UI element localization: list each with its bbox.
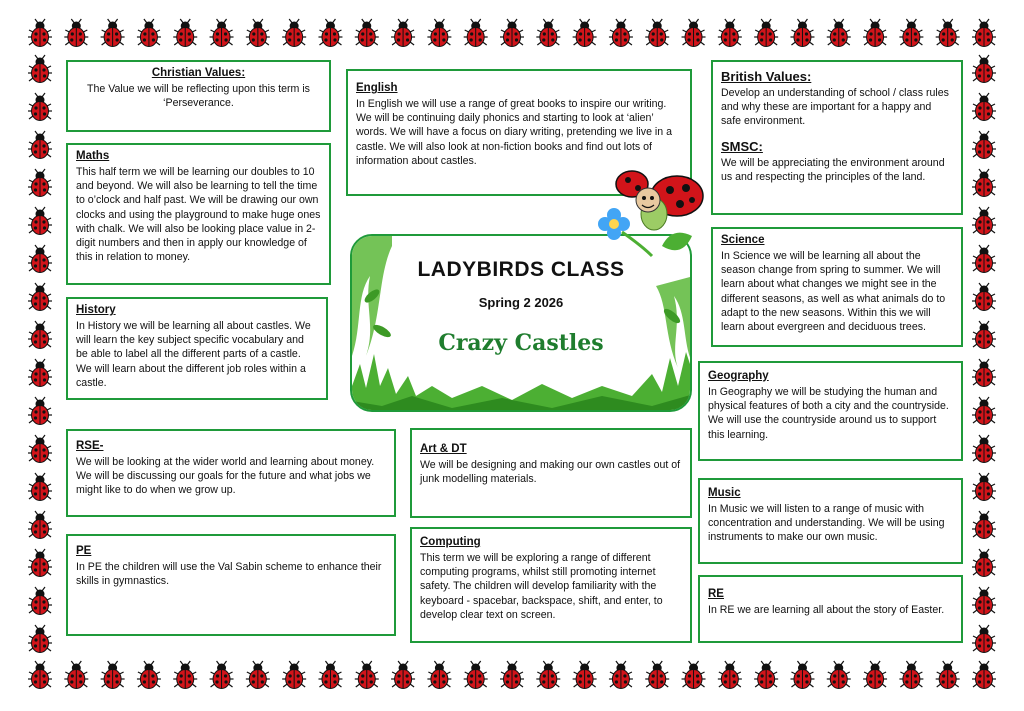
rse-text: We will be looking at the wider world and learning about money. We will be discussing our goals for the future and what jobs we might like to do when we grow up.	[76, 456, 375, 497]
ladybug-icon	[754, 19, 778, 47]
ladybug-icon	[318, 661, 342, 689]
ladybug-icon	[500, 19, 524, 47]
ladybug-icon	[972, 473, 996, 501]
ladybug-icon	[355, 19, 379, 47]
history-title: History	[76, 304, 116, 316]
science-box	[711, 227, 963, 347]
ladybug-icon	[972, 397, 996, 425]
music-title: Music	[708, 487, 741, 499]
ladybug-icon	[573, 661, 597, 689]
maths-box	[66, 143, 331, 285]
pe-text: In PE the children will use the Val Sabin scheme to enhance their skills in gymnastics.	[76, 561, 382, 588]
ladybug-icon	[500, 661, 524, 689]
ladybug-icon	[28, 19, 52, 47]
ladybug-icon	[972, 19, 996, 47]
ladybug-icon	[972, 661, 996, 689]
ladybug-icon	[64, 661, 88, 689]
christian-values-title: Christian Values:	[151, 67, 246, 79]
pe-title: PE	[76, 545, 92, 557]
computing-title: Computing	[420, 536, 481, 548]
geography-text: In Geography we will be studying the human and physical features of both a city and the countryside. We will use the countryside around us to support this learning.	[708, 386, 949, 441]
term-label: Spring 2 2026	[478, 295, 564, 310]
maths-title: Maths	[76, 150, 110, 162]
geography-box	[698, 361, 963, 461]
ladybug-icon	[28, 131, 52, 159]
ladybird-with-flower-icon	[592, 166, 712, 266]
geography-title: Geography	[708, 370, 769, 382]
ladybug-icon	[28, 625, 52, 653]
ladybug-icon	[427, 661, 451, 689]
ladybug-icon	[972, 435, 996, 463]
music-text: In Music we will listen to a range of music with concentration and understanding. We will be using instruments to make our own music.	[708, 503, 945, 544]
ladybug-icon	[28, 169, 52, 197]
ladybug-icon	[827, 19, 851, 47]
ladybug-icon	[391, 19, 415, 47]
smsc-title: SMSC:	[721, 138, 763, 154]
ladybug-icon	[536, 661, 560, 689]
re-title: RE	[708, 588, 724, 600]
ladybug-icon	[137, 661, 161, 689]
re-text: In RE we are learning all about the story of Easter.	[708, 604, 945, 616]
re-box	[698, 575, 963, 643]
ladybug-icon	[246, 661, 270, 689]
ladybug-icon	[645, 19, 669, 47]
ladybug-icon	[899, 661, 923, 689]
ladybug-icon	[827, 661, 851, 689]
ladybug-icon	[28, 587, 52, 615]
british-values-box	[711, 60, 963, 215]
ladybug-icon	[972, 625, 996, 653]
ladybug-icon	[972, 587, 996, 615]
ladybug-icon	[936, 661, 960, 689]
ladybug-icon	[790, 19, 814, 47]
christian-values-box	[66, 60, 331, 132]
ladybug-icon	[972, 207, 996, 235]
ladybug-icon	[972, 321, 996, 349]
ladybug-icon	[863, 661, 887, 689]
ladybug-icon	[754, 661, 778, 689]
ladybug-icon	[282, 19, 306, 47]
ladybug-icon	[28, 661, 52, 689]
ladybug-icon	[972, 283, 996, 311]
ladybug-icon	[246, 19, 270, 47]
ladybug-icon	[718, 661, 742, 689]
ladybug-icon	[28, 435, 52, 463]
history-text: In History we will be learning all about castles. We will learn the key subject specific vocabulary and be able to label all the different parts of a castle. We will learn about the different job roles within a castle.	[76, 320, 311, 389]
ladybug-icon	[899, 19, 923, 47]
computing-text: This term we will be exploring a range of different computing programs, whilst still promoting internet safety. The children will develop familiarity with the keyboard - spacebar, backspace, shift, and enter, to develop clear text on screen.	[420, 552, 663, 621]
ladybug-icon	[573, 19, 597, 47]
ladybug-icon	[28, 549, 52, 577]
ladybug-icon	[28, 55, 52, 83]
ladybug-icon	[28, 511, 52, 539]
ladybug-icon	[28, 473, 52, 501]
science-text: In Science we will be learning all about the season change from spring to summer. We will learn about what changes we might see in the different seasons, as well as what animals do to adapt to the new seasons. Within this we will learn about evergreen and deciduous trees.	[721, 250, 946, 334]
ladybug-icon	[972, 359, 996, 387]
class-name: LADYBIRDS CLASS	[417, 258, 625, 281]
british-values-title: British Values:	[721, 69, 812, 84]
ladybug-icon	[64, 19, 88, 47]
ladybug-icon	[210, 661, 234, 689]
ladybug-icon	[173, 19, 197, 47]
ladybug-icon	[28, 207, 52, 235]
ladybug-icon	[28, 397, 52, 425]
british-values-text: Develop an understanding of school / class rules and why these are important for a happy and safe environment.	[721, 87, 949, 128]
computing-box	[410, 527, 692, 643]
history-box	[66, 297, 328, 400]
ladybug-icon	[972, 169, 996, 197]
topic-title: Crazy Castles	[438, 330, 604, 356]
smsc-text: We will be appreciating the environment around us and respecting the principles of the land.	[721, 156, 945, 183]
christian-values-text: The Value we will be reflecting upon this term is ‘Perseverance.	[87, 83, 310, 110]
maths-text: This half term we will be learning our doubles to 10 and beyond. We will also be learning to tell the time to o’clock and half past. We will be drawing our own clocks and using the playground to make huge ones with chalk. We will also be looking place value in 2-digit numbers and then in apply our knowledge of this in relation to money.	[76, 166, 321, 264]
ladybug-icon	[28, 321, 52, 349]
ladybug-icon	[28, 245, 52, 273]
ladybug-icon	[28, 359, 52, 387]
ladybug-icon	[972, 55, 996, 83]
ladybug-icon	[682, 19, 706, 47]
ladybug-icon	[936, 19, 960, 47]
ladybug-icon	[972, 93, 996, 121]
ladybug-icon	[972, 131, 996, 159]
ladybug-icon	[173, 661, 197, 689]
ladybug-icon	[355, 661, 379, 689]
ladybug-icon	[972, 549, 996, 577]
science-title: Science	[721, 234, 765, 246]
ladybug-icon	[790, 661, 814, 689]
ladybug-icon	[464, 19, 488, 47]
ladybug-icon	[718, 19, 742, 47]
ladybug-icon	[972, 511, 996, 539]
english-title: English	[356, 82, 398, 94]
ladybug-icon	[210, 19, 234, 47]
rse-title: RSE-	[76, 440, 104, 452]
ladybug-icon	[101, 19, 125, 47]
ladybug-icon	[645, 661, 669, 689]
ladybug-icon	[536, 19, 560, 47]
art-dt-title: Art & DT	[420, 443, 467, 455]
ladybug-icon	[391, 661, 415, 689]
art-dt-text: We will be designing and making our own castles out of junk modelling materials.	[420, 459, 681, 486]
art-dt-box	[410, 428, 692, 518]
music-box	[698, 478, 963, 564]
english-text: In English we will use a range of great books to inspire our writing. We will be continuing daily phonics and starting to look at ‘alien’ words. We will have a focus on diary writing, pretending we live in a castle. We will also look at non-fiction books and find out lots of information about castles.	[356, 98, 673, 167]
ladybug-icon	[137, 19, 161, 47]
ladybug-icon	[609, 19, 633, 47]
ladybug-icon	[282, 661, 306, 689]
rse-box	[66, 429, 396, 517]
ladybug-icon	[28, 283, 52, 311]
ladybug-icon	[863, 19, 887, 47]
ladybug-icon	[318, 19, 342, 47]
pe-box	[66, 534, 396, 636]
ladybug-icon	[427, 19, 451, 47]
ladybug-icon	[101, 661, 125, 689]
ladybug-icon	[464, 661, 488, 689]
ladybug-icon	[972, 245, 996, 273]
ladybug-icon	[28, 93, 52, 121]
ladybug-icon	[609, 661, 633, 689]
ladybug-icon	[682, 661, 706, 689]
